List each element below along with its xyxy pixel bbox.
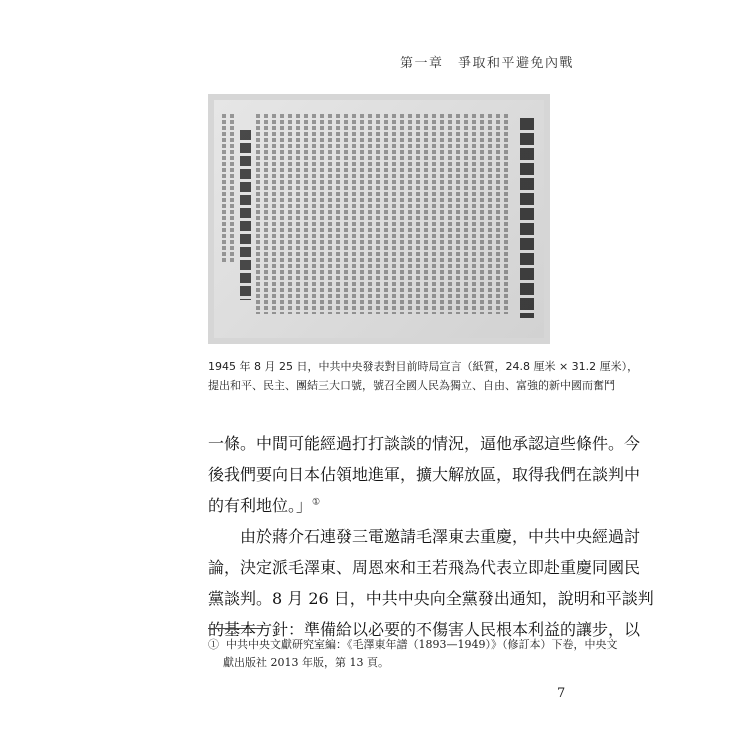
footnote-reference[interactable]: ① (312, 497, 321, 508)
page-number: 7 (557, 686, 566, 701)
paragraph-line: 論，決定派毛澤東、周恩來和王若飛為代表立即赴重慶同國民 (208, 558, 641, 577)
paragraph-line: 後我們要向日本佔領地進軍，擴大解放區，取得我們在談判中 (208, 465, 641, 484)
paragraph-line (208, 490, 570, 521)
paragraph-line: 黨談判。8 月 26 日，中共中央向全黨發出通知，說明和平談判 (208, 589, 654, 608)
running-head: 第一章 爭取和平避免內戰 (399, 56, 574, 71)
caption-line: 提出和平、民主、團結三大口號，號召全國人民為獨立、自由、富強的新中國而奮鬥 (208, 379, 615, 392)
document-title-graphic (520, 118, 534, 318)
footnote-marker: ① (208, 638, 219, 651)
footnote (208, 636, 618, 672)
paragraph-line: 的基本方針：準備給以必要的不傷害人民根本利益的讓步，以 (208, 620, 641, 639)
figure-caption (208, 357, 639, 395)
footnote-text-continued: 獻出版社 2013 年版，第 13 頁。 (223, 656, 389, 669)
paragraph-line-text: 的有利地位。」 (208, 496, 313, 515)
footnote-divider (208, 628, 268, 629)
footnote-text: 中共中央文獻研究室編：《毛澤東年譜（1893—1949）》（修訂本）下卷，中央文 (226, 638, 618, 651)
document-photo (208, 94, 550, 344)
paragraph-line: 由於蔣介石連發三電邀請毛澤東去重慶，中共中央經過討 (240, 527, 641, 546)
secondary-title-graphic (240, 130, 251, 300)
declaration-sheet-image (214, 100, 544, 338)
paragraph-line: 一條。中間可能經過打打談談的情況，逼他承認這些條件。今 (208, 434, 641, 453)
caption-line: 1945 年 8 月 25 日，中共中央發表對目前時局宣言（紙質，24.8 厘米 × 31.2 厘米）， (208, 360, 639, 373)
